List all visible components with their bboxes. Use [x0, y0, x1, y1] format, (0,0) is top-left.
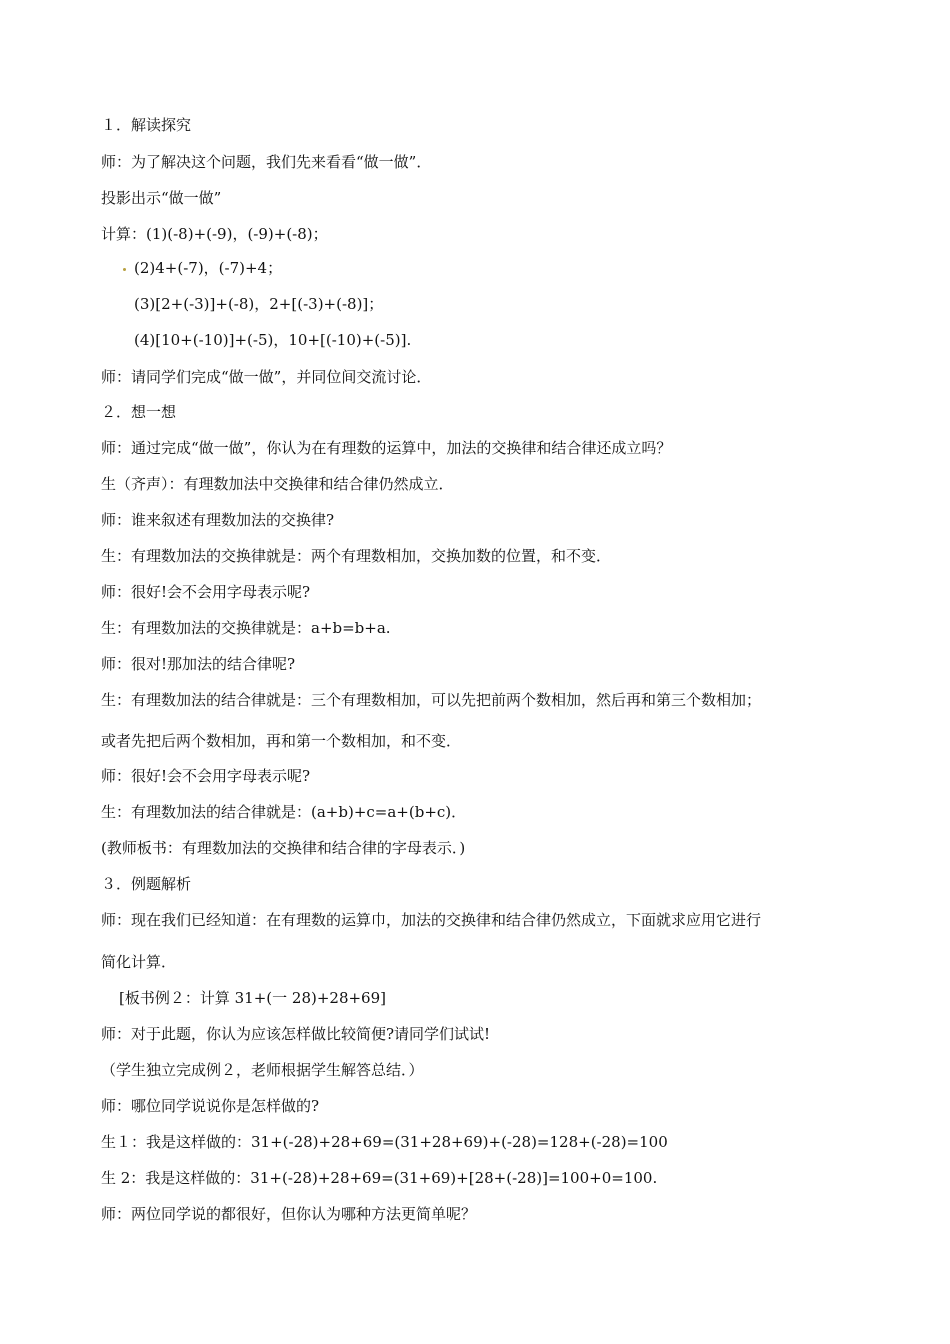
paragraph: 生（齐声）：有理数加法中交换律和结合律仍然成立．	[101, 475, 454, 493]
paragraph: 或者先把后两个数相加，再和第一个数相加，和不变．	[101, 732, 462, 750]
example-board: [板书例２：计算 31+(一 28)+28+69]	[119, 989, 386, 1007]
paragraph: 师：很好!会不会用字母表示呢?	[101, 583, 311, 601]
paragraph: 师：哪位同学说说你是怎样做的?	[101, 1097, 320, 1115]
calc-line-1: 计算：(1)(-8)+(-9)，(-9)+(-8)；	[101, 225, 328, 243]
board-note: (教师板书：有理数加法的交换律和结合律的字母表示．)	[101, 839, 466, 857]
section-heading-1: １．解读探究	[101, 116, 192, 134]
speck-mark	[123, 268, 126, 271]
paragraph: 师：为了解决这个问题，我们先来看看“做一做”．	[101, 153, 432, 171]
paragraph: 投影出示“做一做”	[101, 189, 222, 207]
calc-line-3: (3)[2+(-3)]+(-8)，2+[(-3)+(-8)]；	[134, 295, 384, 313]
paragraph: 师：很对!那加法的结合律呢?	[101, 655, 296, 673]
paragraph: 师：很好!会不会用字母表示呢?	[101, 767, 311, 785]
student-answer-1: 生１：我是这样做的：31+(-28)+28+69=(31+28+69)+(-28)=128+(-28)=100	[101, 1133, 668, 1151]
section-heading-3: ３．例题解析	[101, 875, 192, 893]
calc-line-2: (2)4+(-7)，(-7)+4；	[134, 259, 283, 277]
paragraph: 师：通过完成“做一做”，你认为在有理数的运算中，加法的交换律和结合律还成立吗？	[101, 439, 672, 457]
paragraph: 师：谁来叙述有理数加法的交换律?	[101, 511, 335, 529]
paragraph: 生：有理数加法的结合律就是：三个有理数相加，可以先把前两个数相加，然后再和第三个数相加；	[101, 691, 762, 709]
paragraph: 师：请同学们完成“做一做”，并同位间交流讨论．	[101, 368, 432, 386]
calc-line-4: (4)[10+(-10)]+(-5)，10+[(-10)+(-5)].	[134, 331, 412, 349]
commutative-formula-line: 生：有理数加法的交换律就是：a+b=b+a.	[101, 619, 391, 637]
section-heading-2: ２．想一想	[101, 403, 177, 421]
student-answer-2: 生 2：我是这样做的：31+(-28)+28+69=(31+69)+[28+(-28)]=100+0=100.	[101, 1169, 658, 1187]
paragraph: 生：有理数加法的交换律就是：两个有理数相加，交换加数的位置，和不变．	[101, 547, 612, 565]
paragraph: 师：现在我们已经知道：在有理数的运算巾，加法的交换律和结合律仍然成立，下面就求应用它进行	[101, 911, 762, 929]
paragraph: （学生独立完成例２，老师根据学生解答总结．）	[101, 1061, 424, 1079]
associative-formula-line: 生：有理数加法的结合律就是：(a+b)+c=a+(b+c)．	[101, 803, 467, 821]
paragraph: 师：对于此题，你认为应该怎样做比较简便?请同学们试试!	[101, 1025, 491, 1043]
paragraph: 师：两位同学说的都很好，但你认为哪种方法更简单呢？	[101, 1205, 477, 1223]
paragraph: 简化计算．	[101, 953, 177, 971]
